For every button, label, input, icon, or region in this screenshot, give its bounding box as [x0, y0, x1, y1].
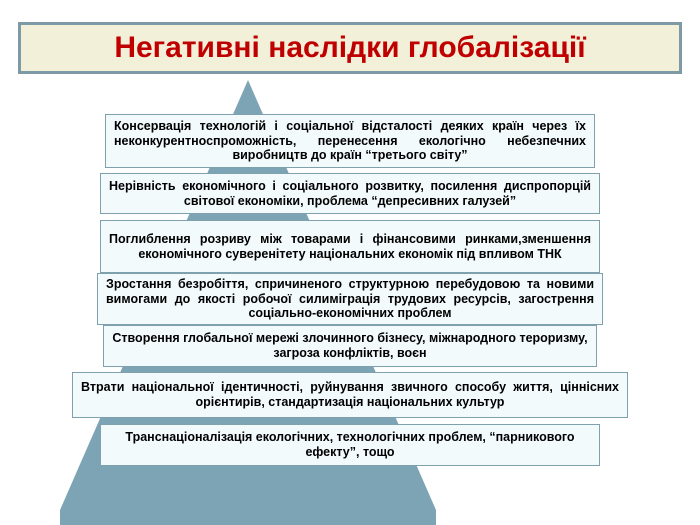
- list-item: [72, 372, 628, 418]
- list-item-text: Зростання безробіття, спричиненого структурною перебудовою та новими вимогами до якості робочої силиміграція трудових ресурсів, загострення соціально-економічних проблем: [106, 276, 594, 321]
- list-item: [100, 173, 600, 214]
- list-item: [103, 325, 597, 367]
- list-item: [105, 114, 595, 168]
- list-item: [97, 273, 603, 325]
- list-item-text: Втрати національної ідентичності, руйнування звичного способу життя, ціннісних орієнтирів, стандартизація національних культур: [81, 380, 619, 409]
- list-item-text: Нерівність економічного і соціального розвитку, посилення диспропорцій світової економіки, проблема “депресивних галузей”: [109, 178, 591, 208]
- list-item: [100, 220, 600, 273]
- page-title: [18, 22, 682, 74]
- page-title-text: Негативні наслідки глобалізації: [114, 31, 586, 64]
- list-item-text: Консервація технологій і соціальної відсталості деяких країн через їх неконкурентноспроможність, перенесення екологічно небезпечних виробництв до країн “третього світу”: [114, 118, 586, 163]
- list-item-text: Транснаціоналізація екологічних, технологічних проблем, “парникового ефекту”, тощо: [125, 430, 575, 459]
- list-item-text: Поглиблення розриву між товарами і фінансовими ринками,зменшення економічного суверенітету національних економік під впливом ТНК: [109, 231, 591, 261]
- list-item: [100, 424, 600, 466]
- list-item-text: Створення глобальної мережі злочинного бізнесу, міжнародного тероризму, загроза конфліктів, воєн: [112, 331, 588, 360]
